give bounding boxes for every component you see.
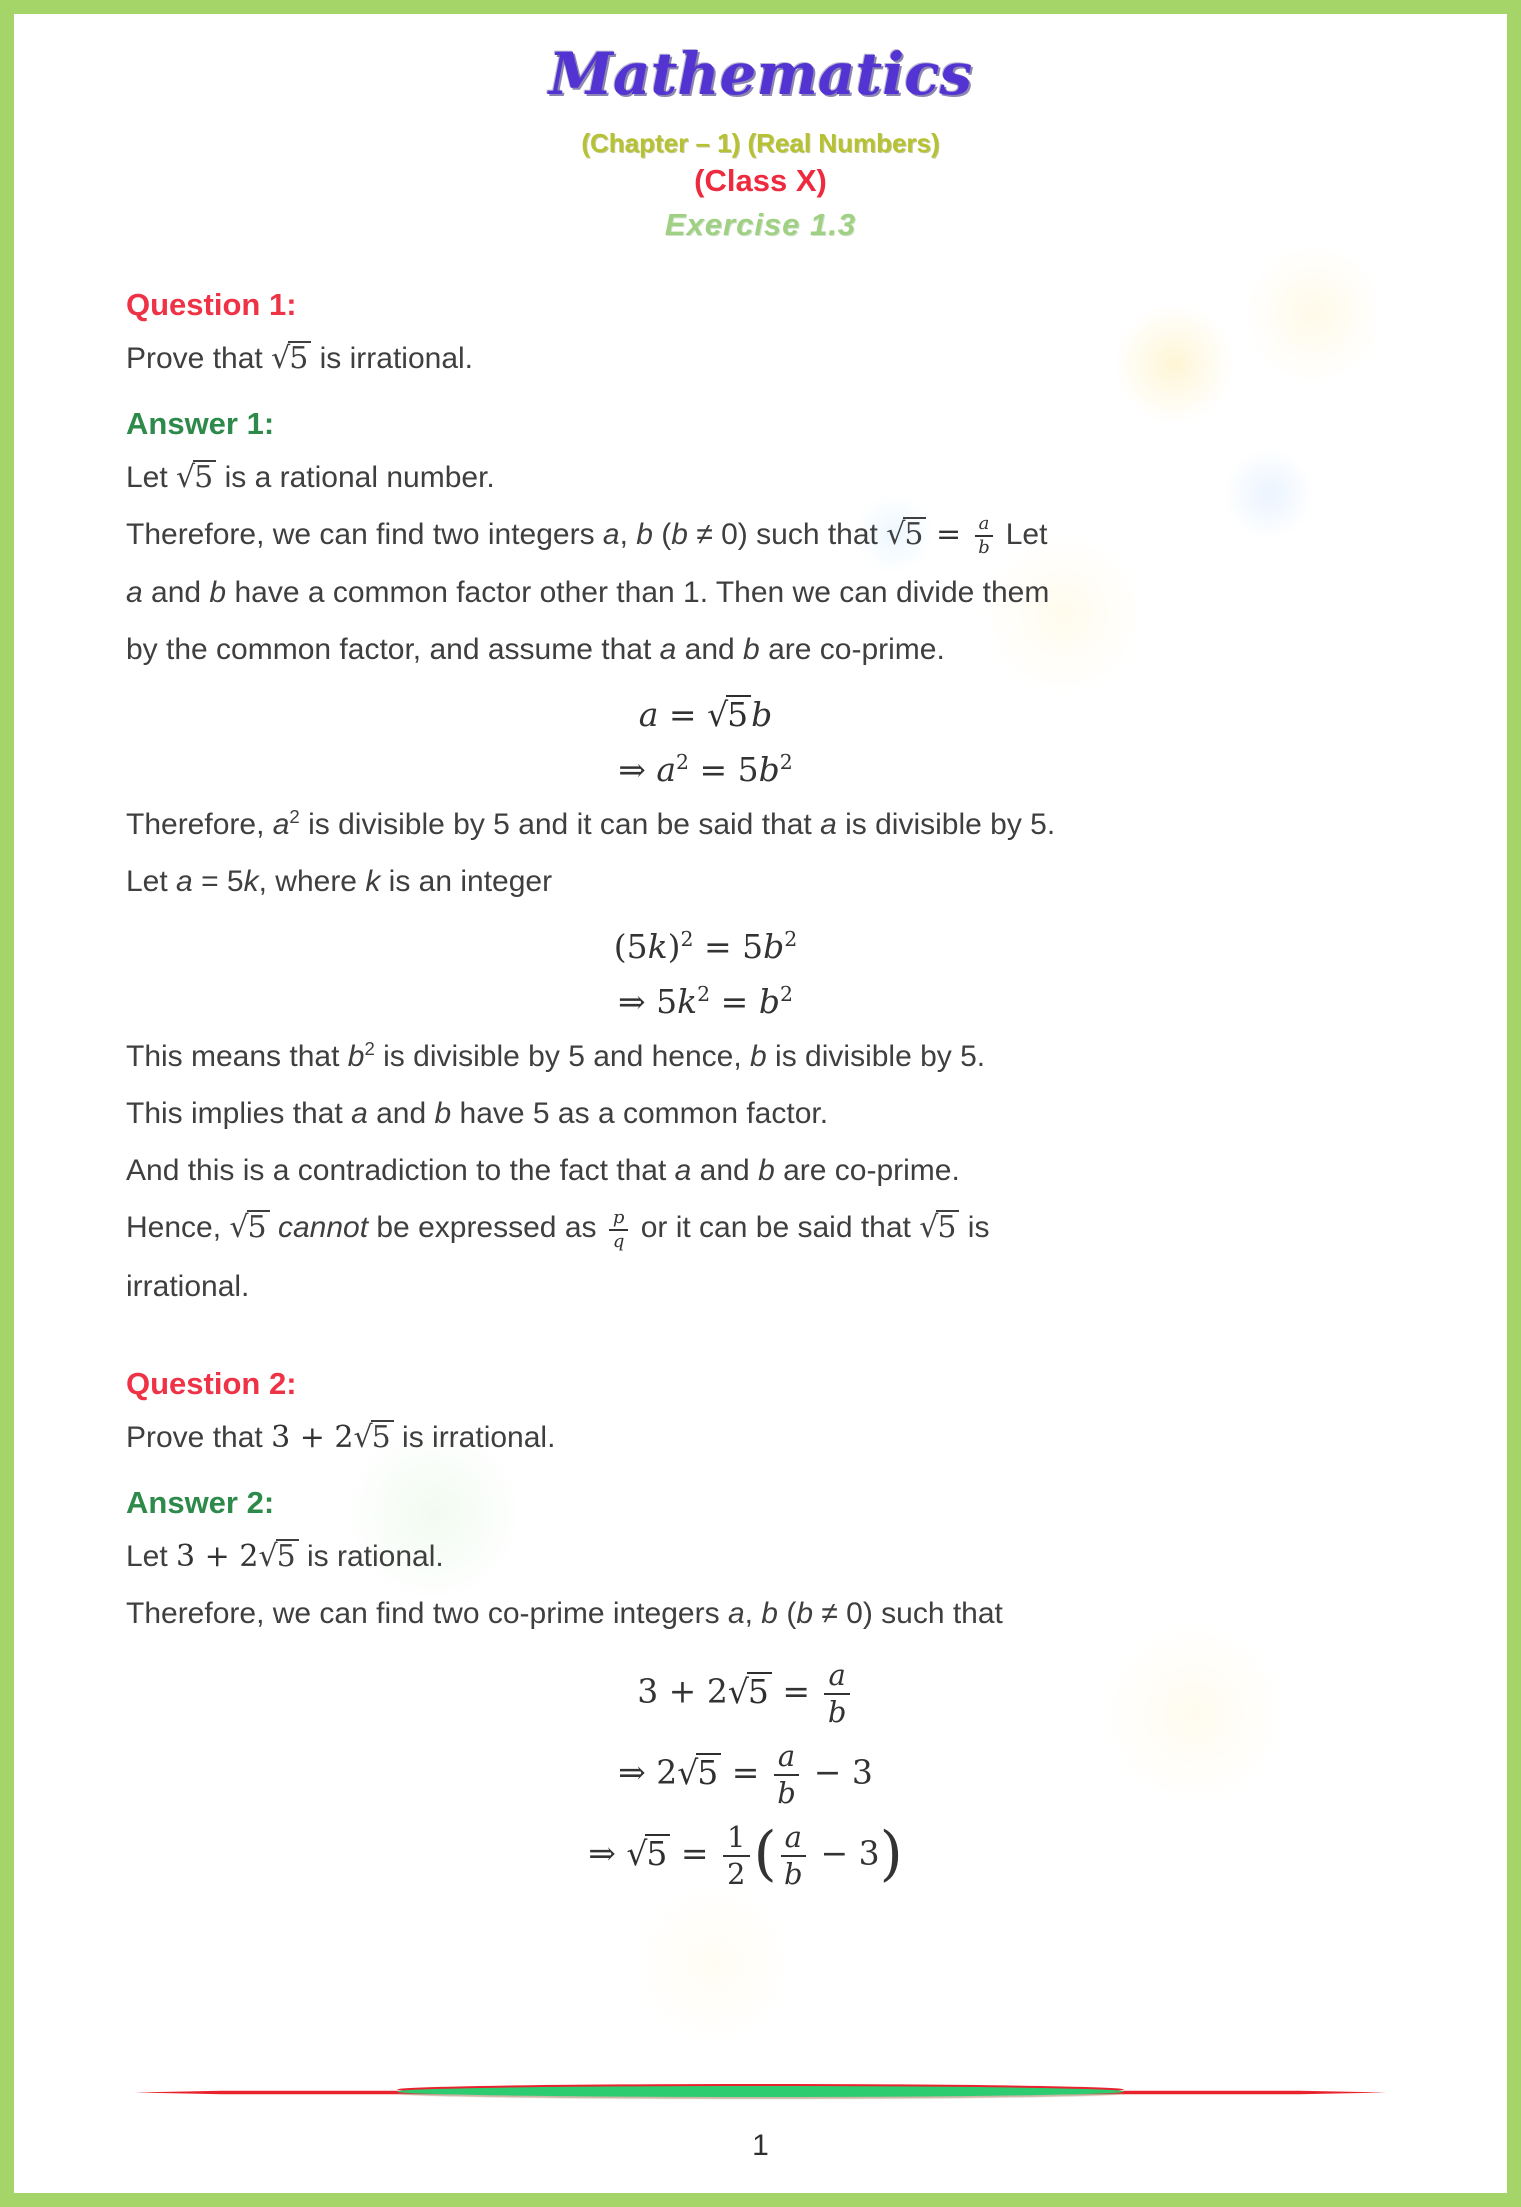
question-1-section [126, 287, 1395, 1309]
fraction: $\frac{p}{q}$ [609, 1208, 629, 1252]
question-2-section [126, 1366, 1395, 1890]
question-2-text: Prove that 3 + 2√5 is irrational. [126, 1420, 556, 1456]
sqrt-radical: √5 [271, 341, 311, 376]
equation-block [71, 927, 1340, 1021]
answer-1-line: Therefore, $a^2$ is divisible by 5 and it can be said that a is divisible by 5. [126, 806, 1056, 842]
page-number: 1 [752, 2129, 769, 2162]
answer-2-heading: Answer 2: [126, 1485, 275, 1521]
chapter-subtitle: (Chapter – 1) (Real Numbers) [581, 127, 940, 158]
answer-1-line: Therefore, we can find two integers a, b (b ≠ 0) such that √5 = $\frac{a}{b}$ Let [126, 512, 1048, 558]
fraction: $\frac{a}{b}$ [781, 1821, 806, 1890]
sqrt-radical: √5 [919, 1210, 959, 1245]
question-2-heading: Question 2: [126, 1366, 297, 1402]
answer-1-line: Hence, √5 cannot be expressed as $\frac{p}{q}$ or it can be said that √5 is [126, 1206, 990, 1252]
question-1-heading: Question 1: [126, 286, 297, 322]
fraction: $\frac{a}{b}$ [975, 514, 994, 558]
equation: ⇒ $a^2 = 5b^2$ [618, 750, 793, 790]
exercise-subtitle: Exercise 1.3 [664, 206, 857, 242]
fraction: $\frac{1}{2}$ [723, 1821, 749, 1890]
answer-2-line: Let 3 + 2√5 is rational. [126, 1539, 444, 1575]
answer-1-line: This means that $b^2$ is divisible by 5 and hence, b is divisible by 5. [126, 1038, 986, 1074]
page-title: Mathematics [548, 40, 973, 108]
equation-block [71, 695, 1340, 789]
answer-1-line: And this is a contradiction to the fact that a and b are co-prime. [126, 1154, 960, 1188]
equation-block [111, 1659, 1380, 1890]
question-1-text: Prove that √5 is irrational. [126, 340, 474, 376]
sqrt-radical: √5 [353, 1420, 393, 1455]
sqrt-radical: √5 [707, 695, 751, 734]
sqrt-radical: √5 [229, 1210, 269, 1245]
sqrt-radical: √5 [258, 1539, 298, 1574]
equation: ⇒ √5 = $\frac{1}{2}$ ( $\frac{a}{b}$ − 3) [588, 1819, 903, 1891]
answer-1-line: Let √5 is a rational number. [126, 459, 495, 495]
sqrt-radical: √5 [626, 1834, 670, 1873]
divider-green-lens [397, 2086, 1124, 2097]
equation: a = √5b [638, 695, 773, 735]
sqrt-radical: √5 [728, 1672, 772, 1711]
answer-1-line: This implies that a and b have 5 as a common factor. [126, 1097, 829, 1131]
equation: $(5k)^2 = 5b^2$ [613, 927, 798, 967]
answer-1-line: a and b have a common factor other than 1. Then we can divide them [126, 576, 1050, 610]
equation: ⇒ 2√5 = $\frac{a}{b}$ − 3 [618, 1739, 873, 1810]
answer-1-line: irrational. [126, 1270, 250, 1304]
answer-2-line: Therefore, we can find two co-prime integers a, b (b ≠ 0) such that [126, 1597, 1003, 1631]
sqrt-radical: √5 [677, 1753, 721, 1792]
answer-1-heading: Answer 1: [126, 405, 275, 441]
fraction: $\frac{a}{b}$ [774, 1740, 799, 1809]
answer-1-line: Let a = 5k, where k is an integer [126, 865, 553, 899]
equation: ⇒ $5k^2 = b^2$ [618, 982, 793, 1022]
footer-divider [134, 2085, 1387, 2099]
equation: 3 + 2√5 = $\frac{a}{b}$ [111, 1659, 1380, 1728]
sqrt-radical: √5 [176, 460, 216, 495]
class-subtitle: (Class X) [694, 162, 827, 198]
answer-1-line: by the common factor, and assume that a and b are co-prime. [126, 633, 945, 667]
fraction: $\frac{a}{b}$ [824, 1659, 849, 1728]
page-content [14, 40, 1507, 1891]
sqrt-radical: √5 [886, 517, 926, 552]
